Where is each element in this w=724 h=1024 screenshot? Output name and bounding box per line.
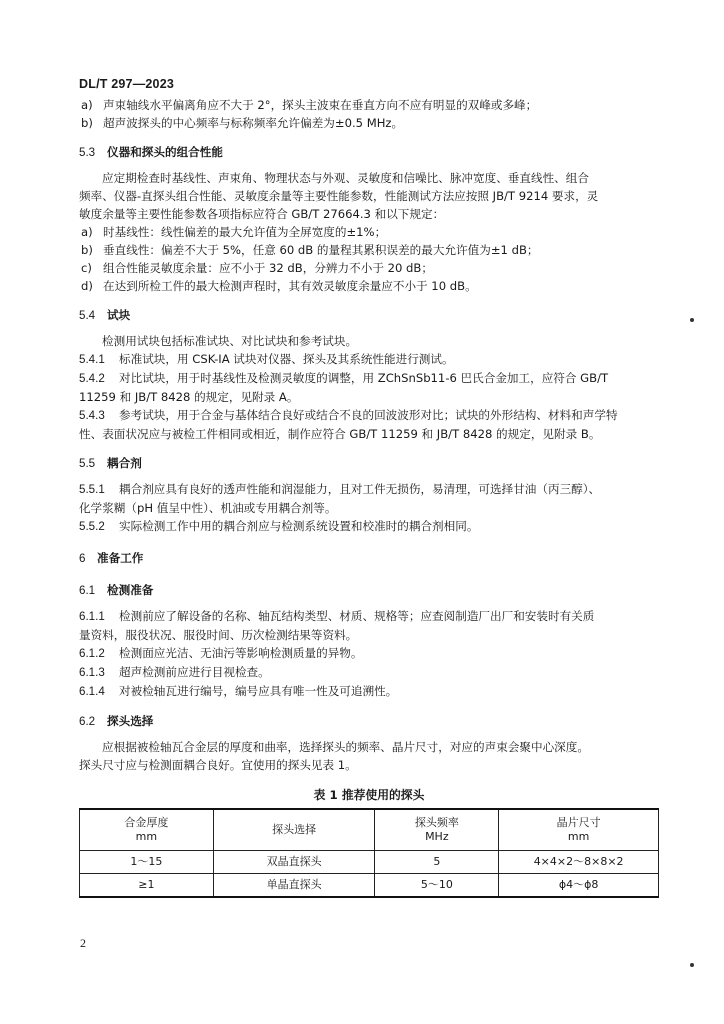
scan-speck (690, 318, 694, 322)
probe-table (79, 808, 659, 898)
clause-text: 对比试块，用于时基线性及检测灵敏度的调整，用 ZChSnSb11-6 巴氏合金加工，应符合 GB/T (119, 371, 609, 385)
section-number: 5.3 (79, 146, 96, 159)
clause-number: 6.1.4 (79, 685, 105, 698)
paragraph-line: 检测用试块包括标准试块、对比试块和参考试块。 (102, 334, 358, 348)
section-title: 试块 (107, 308, 131, 322)
list-item-text: 声束轴线水平偏离角应不大于 2°，探头主波束在垂直方向不应有明显的双峰或多峰； (103, 98, 538, 112)
section-number: 6.2 (79, 715, 96, 728)
clause-text: 检测前应了解设备的名称、轴瓦结构类型、材质、规格等；应查阅制造厂出厂和安装时有关质 (119, 609, 595, 623)
header-label: 探头频率 (414, 816, 459, 829)
paragraph-line: 探头尺寸应与检测面耦合良好。宜使用的探头见表 1。 (79, 758, 357, 772)
header-unit: MHz (425, 830, 449, 843)
section-heading-5-5 (79, 454, 659, 473)
clause-number: 5.4.1 (79, 353, 105, 366)
section-title: 检测准备 (107, 583, 154, 597)
table-cell: ≥1 (80, 874, 214, 898)
page-number: 2 (80, 936, 86, 950)
list-item-text: 时基线性：线性偏差的最大允许值为全屏宽度的±1%； (103, 225, 387, 239)
paragraph-line: 应根据被检轴瓦合金层的厚度和曲率，选择探头的频率、晶片尺寸，对应的声束会聚中心深度。 (102, 740, 589, 754)
list-item-label: d) (81, 279, 93, 293)
list-item-text: 垂直线性：偏差不大于 5%，任意 60 dB 的量程其累积误差的最大允许值为±1 dB； (103, 243, 539, 257)
clause-number: 6.1.3 (79, 666, 105, 679)
clause-6-1-3 (79, 663, 659, 682)
page-content (79, 96, 659, 898)
chapter-title: 准备工作 (97, 551, 144, 565)
clause-text: 超声检测前应进行目视检查。 (119, 665, 270, 679)
section-title: 耦合剂 (107, 456, 142, 470)
table-cell: 1～15 (80, 851, 214, 874)
clause-5-5-1 (79, 480, 659, 499)
clause-text: 参考试块，用于合金与基体结合良好或结合不良的回波波形对比；试块的外形结构、材料和声学特 (119, 408, 618, 422)
table-header-cell (375, 809, 499, 851)
clause-5-4-3 (79, 406, 659, 425)
table-header-cell (80, 809, 214, 851)
scan-speck (690, 963, 694, 967)
list-item (79, 241, 659, 259)
list-item (79, 114, 659, 132)
list-item-label: a) (81, 225, 93, 239)
clause-number: 5.4.2 (79, 372, 105, 385)
list-item (79, 277, 659, 295)
section-heading-6-2 (79, 712, 659, 731)
clause-text: 检测面应光洁、无油污等影响检测质量的异物。 (119, 646, 363, 660)
table-row (80, 851, 659, 874)
chapter-number: 6 (79, 552, 86, 565)
clause-text: 标准试块，用 CSK-ⅠA 试块对仪器、探头及其系统性能进行测试。 (119, 352, 454, 366)
list-item-label: c) (81, 261, 92, 275)
clause-text: 对被检轴瓦进行编号，编号应具有唯一性及可追溯性。 (119, 684, 398, 698)
clause-number: 6.1.1 (79, 610, 105, 623)
header-unit: mm (135, 830, 158, 843)
clause-text: 实际检测工作中用的耦合剂应与检测系统设置和校准时的耦合剂相同。 (119, 519, 479, 533)
header-label: 晶片尺寸 (556, 816, 601, 829)
list-item-text: 在达到所检工件的最大检测声程时，其有效灵敏度余量应不小于 10 dB。 (103, 279, 477, 293)
clause-5-4-2 (79, 369, 659, 388)
paragraph-line: 频率、仪器-直探头组合性能、灵敏度余量等主要性能参数，性能测试方法应按照 JB/T 9214 要求，灵 (79, 189, 599, 203)
section-heading-6-1 (79, 581, 659, 600)
clause-5-4-1 (79, 350, 659, 369)
clause-continuation: 11259 和 JB/T 8428 的规定，见附录 A。 (79, 390, 299, 404)
section-number: 5.5 (79, 457, 96, 470)
clause-number: 6.1.2 (79, 647, 105, 660)
clause-text: 耦合剂应具有良好的透声性能和润湿能力，且对工件无损伤，易清理，可选择甘油（丙三醇）、 (119, 482, 601, 496)
list-item-text: 超声波探头的中心频率与标称频率允许偏差为±0.5 MHz。 (103, 116, 404, 130)
list-item-label: a) (81, 98, 93, 112)
table-cell: 4×4×2～8×8×2 (499, 851, 659, 874)
section-number: 5.4 (79, 309, 96, 322)
clause-continuation: 化学浆糊（pH 值呈中性）、机油或专用耦合剂等。 (79, 501, 337, 515)
table-cell: ϕ4～ϕ8 (499, 874, 659, 898)
clause-6-1-1 (79, 607, 659, 626)
list-item (79, 259, 659, 277)
clause-continuation: 性、表面状况应与被检工件相同或相近，制作应符合 GB/T 11259 和 JB/T 8428 的规定，见附录 B。 (79, 427, 601, 441)
paragraph-line: 应定期检查时基线性、声束角、物理状态与外观、灵敏度和信噪比、脉冲宽度、垂直线性、组合 (102, 171, 589, 185)
clause-number: 5.5.2 (79, 520, 105, 533)
list-item-text: 组合性能灵敏度余量：应不小于 32 dB，分辨力不小于 20 dB； (103, 261, 433, 275)
table-header-cell (499, 809, 659, 851)
header-label: 探头选择 (272, 823, 317, 836)
table-header-cell (213, 809, 375, 851)
clause-number: 5.5.1 (79, 483, 105, 496)
table-cell: 5～10 (375, 874, 499, 898)
list-item (79, 223, 659, 241)
section-heading-5-3 (79, 143, 659, 162)
clause-6-1-2 (79, 644, 659, 663)
clause-continuation: 量资料，服役状况、服役时间、历次检测结果等资料。 (79, 628, 358, 642)
section-title: 仪器和探头的组合性能 (107, 145, 223, 159)
paragraph-line: 敏度余量等主要性能参数各项指标应符合 GB/T 27664.3 和以下规定： (79, 207, 445, 221)
clause-5-5-2 (79, 517, 659, 536)
table-cell: 双晶直探头 (213, 851, 375, 874)
table-cell: 5 (375, 851, 499, 874)
chapter-heading-6 (79, 549, 659, 568)
table-row (80, 874, 659, 898)
list-item-label: b) (81, 116, 93, 130)
table-caption: 表 1 推荐使用的探头 (313, 788, 425, 802)
list-item (79, 96, 659, 114)
header-label: 合金厚度 (124, 816, 169, 829)
section-title: 探头选择 (107, 714, 154, 728)
clause-number: 5.4.3 (79, 409, 105, 422)
section-number: 6.1 (79, 584, 96, 597)
list-item-label: b) (81, 243, 93, 257)
document-code-header: DL/T 297—2023 (79, 77, 175, 91)
section-heading-5-4 (79, 306, 659, 325)
table-cell: 单晶直探头 (213, 874, 375, 898)
header-unit: mm (567, 830, 590, 843)
clause-6-1-4 (79, 682, 659, 701)
